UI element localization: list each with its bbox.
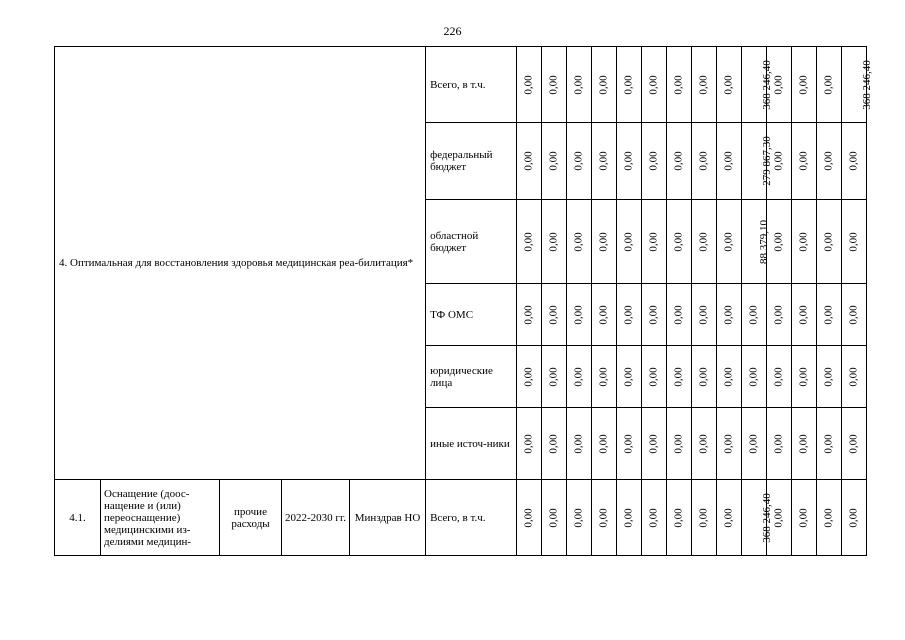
amount-value: 0,00 [823,231,836,252]
amount-value: 0,00 [698,304,711,325]
amount-cell [842,480,867,556]
table-row [55,480,867,556]
amount-cell [517,284,542,346]
amount-value: 368 246,40 [760,492,773,543]
amount-cell [742,346,767,408]
amount-cell [742,480,773,556]
amount-cell [567,47,592,123]
amount-value: 0,00 [773,433,786,454]
amount-cell [692,284,717,346]
amount-cell [617,123,642,200]
amount-cell [767,408,792,480]
amount-value: 0,00 [623,151,636,171]
amount-cell [792,200,817,284]
amount-value: 0,00 [723,507,736,528]
amount-value: 0,00 [798,433,811,454]
amount-value: 0,00 [648,74,661,95]
amount-value: 0,00 [648,507,661,528]
amount-cell [792,47,817,123]
funding-source: федеральный бюджет [426,123,517,200]
item-name: Оснащение (доос-нащение и (или) переоснащение) медицинскими из-делиями медицин- [101,480,220,556]
amount-value: 0,00 [623,507,636,528]
amount-cell [817,346,842,408]
amount-value: 0,00 [548,507,561,528]
amount-value: 0,00 [523,74,536,95]
amount-cell [692,346,717,408]
amount-cell [717,47,742,123]
amount-cell [792,480,817,556]
amount-value: 0,00 [673,151,686,171]
amount-cell [617,346,642,408]
amount-cell [642,284,667,346]
amount-value: 0,00 [773,366,786,387]
amount-cell [667,123,692,200]
amount-cell [592,47,617,123]
amount-cell [767,284,792,346]
amount-cell [792,284,817,346]
funding-source: юридические лица [426,346,517,408]
amount-value: 0,00 [848,304,861,325]
amount-cell [642,47,667,123]
amount-value: 0,00 [523,366,536,387]
amount-value: 0,00 [598,366,611,387]
amount-cell [792,346,817,408]
amount-value: 0,00 [773,231,786,252]
amount-cell [567,284,592,346]
amount-cell [817,47,842,123]
amount-cell [692,200,717,284]
amount-cell [567,200,592,284]
amount-cell [642,346,667,408]
amount-cell [592,123,617,200]
amount-cell [742,284,767,346]
amount-value: 0,00 [648,151,661,171]
amount-value: 0,00 [623,74,636,95]
amount-value: 0,00 [698,433,711,454]
amount-value: 0,00 [748,366,761,387]
amount-value: 0,00 [848,231,861,252]
amount-value: 0,00 [823,151,836,171]
amount-cell [667,408,692,480]
amount-cell [517,480,542,556]
amount-cell [742,123,773,200]
amount-value: 0,00 [573,231,586,252]
amount-cell [567,346,592,408]
amount-value: 0,00 [798,304,811,325]
amount-value: 0,00 [723,433,736,454]
amount-value: 0,00 [773,151,786,171]
amount-cell [617,408,642,480]
amount-value: 0,00 [673,304,686,325]
amount-cell [792,123,817,200]
amount-value: 0,00 [523,507,536,528]
amount-cell [842,408,867,480]
amount-value: 0,00 [748,433,761,454]
amount-value: 0,00 [798,74,811,95]
amount-value: 0,00 [723,231,736,252]
amount-value: 0,00 [523,304,536,325]
amount-value: 0,00 [773,304,786,325]
amount-value: 0,00 [823,304,836,325]
amount-cell [517,346,542,408]
amount-cell [667,47,692,123]
amount-cell [517,408,542,480]
amount-value: 0,00 [648,366,661,387]
amount-cell [717,284,742,346]
amount-cell [517,123,542,200]
amount-value: 0,00 [673,366,686,387]
amount-cell [592,200,617,284]
amount-value: 0,00 [523,151,536,171]
amount-value: 0,00 [673,433,686,454]
amount-cell [717,200,742,284]
amount-cell [742,47,773,123]
amount-value: 0,00 [548,433,561,454]
amount-cell [817,284,842,346]
amount-cell [517,47,542,123]
amount-value: 0,00 [698,231,711,252]
amount-value: 0,00 [823,507,836,528]
amount-value: 0,00 [623,304,636,325]
amount-value: 0,00 [773,74,786,95]
amount-cell [667,284,692,346]
amount-cell [767,200,792,284]
amount-cell [717,480,742,556]
amount-cell [842,284,867,346]
executor: Минздрав НО [350,480,426,556]
amount-cell [692,123,717,200]
amount-value: 0,00 [673,74,686,95]
amount-value: 0,00 [598,304,611,325]
amount-value: 0,00 [723,304,736,325]
amount-cell [517,200,542,284]
amount-cell [842,200,867,284]
amount-cell [842,346,867,408]
amount-value: 0,00 [598,74,611,95]
amount-value: 0,00 [523,231,536,252]
amount-value: 0,00 [573,366,586,387]
section-title: 4. Оптимальная для восстановления здоровья медицинская реа-билитация* [55,47,426,480]
amount-value: 0,00 [523,433,536,454]
amount-value: 0,00 [823,74,836,95]
amount-value: 0,00 [598,507,611,528]
amount-value: 0,00 [673,231,686,252]
amount-cell [542,480,567,556]
amount-cell [692,47,717,123]
amount-cell [842,47,873,123]
amount-value: 0,00 [823,366,836,387]
budget-table [54,46,873,556]
amount-value: 0,00 [748,304,761,325]
amount-value: 0,00 [648,433,661,454]
amount-cell [817,408,842,480]
amount-cell [617,200,642,284]
amount-value: 0,00 [573,304,586,325]
amount-value: 0,00 [548,304,561,325]
funding-source: Всего, в т.ч. [426,47,517,123]
amount-value: 0,00 [798,231,811,252]
amount-value: 0,00 [798,366,811,387]
amount-cell [592,408,617,480]
amount-value: 0,00 [723,151,736,171]
amount-value: 0,00 [598,151,611,171]
amount-value: 0,00 [623,366,636,387]
amount-value: 0,00 [648,304,661,325]
item-number: 4.1. [55,480,101,556]
amount-cell [742,200,771,284]
table-row [55,47,867,123]
amount-value: 0,00 [548,231,561,252]
amount-cell [692,408,717,480]
amount-cell [842,123,867,200]
amount-value: 368 246,40 [860,59,873,110]
amount-cell [717,346,742,408]
amount-cell [717,408,742,480]
amount-value: 0,00 [698,507,711,528]
amount-value: 0,00 [573,507,586,528]
amount-value: 0,00 [598,433,611,454]
amount-value: 0,00 [673,507,686,528]
amount-cell [592,480,617,556]
amount-cell [617,480,642,556]
amount-cell [542,408,567,480]
amount-value: 0,00 [848,433,861,454]
funding-source: иные источ-ники [426,408,517,480]
amount-cell [592,284,617,346]
amount-cell [667,200,692,284]
amount-value: 0,00 [698,74,711,95]
amount-cell [642,408,667,480]
amount-value: 0,00 [723,366,736,387]
amount-value: 0,00 [548,366,561,387]
amount-value: 0,00 [623,433,636,454]
amount-value: 0,00 [823,433,836,454]
amount-cell [542,284,567,346]
amount-cell [642,123,667,200]
amount-cell [642,480,667,556]
amount-cell [542,200,567,284]
amount-cell [542,47,567,123]
amount-value: 279 867,30 [760,136,773,186]
amount-cell [667,480,692,556]
amount-cell [792,408,817,480]
amount-cell [817,123,842,200]
amount-cell [817,480,842,556]
amount-cell [742,408,767,480]
amount-cell [567,123,592,200]
amount-cell [542,123,567,200]
amount-value: 368 246,40 [760,59,773,110]
amount-cell [567,408,592,480]
amount-value: 0,00 [798,507,811,528]
amount-value: 0,00 [573,74,586,95]
amount-cell [817,200,842,284]
funding-source: Всего, в т.ч. [426,480,517,556]
amount-cell [692,480,717,556]
amount-value: 0,00 [548,74,561,95]
amount-cell [567,480,592,556]
amount-cell [617,284,642,346]
amount-value: 0,00 [623,231,636,252]
funding-source: областной бюджет [426,200,517,284]
amount-value: 0,00 [848,151,861,171]
amount-value: 0,00 [548,151,561,171]
amount-cell [542,346,567,408]
amount-cell [767,346,792,408]
amount-cell [617,47,642,123]
amount-value: 0,00 [798,151,811,171]
funding-source: ТФ ОМС [426,284,517,346]
amount-value: 0,00 [648,231,661,252]
amount-value: 0,00 [598,231,611,252]
expense-type: прочие расходы [220,480,282,556]
amount-cell [592,346,617,408]
amount-value: 0,00 [773,507,786,528]
amount-cell [717,123,742,200]
amount-value: 0,00 [723,74,736,95]
page-number: 226 [443,24,462,38]
amount-value: 0,00 [573,151,586,171]
amount-value: 0,00 [698,366,711,387]
amount-value: 0,00 [848,366,861,387]
amount-value: 0,00 [573,433,586,454]
amount-cell [667,346,692,408]
period: 2022-2030 гг. [282,480,350,556]
amount-value: 0,00 [848,507,861,528]
amount-value: 88 379,10 [758,219,771,264]
amount-cell [642,200,667,284]
amount-value: 0,00 [698,151,711,171]
